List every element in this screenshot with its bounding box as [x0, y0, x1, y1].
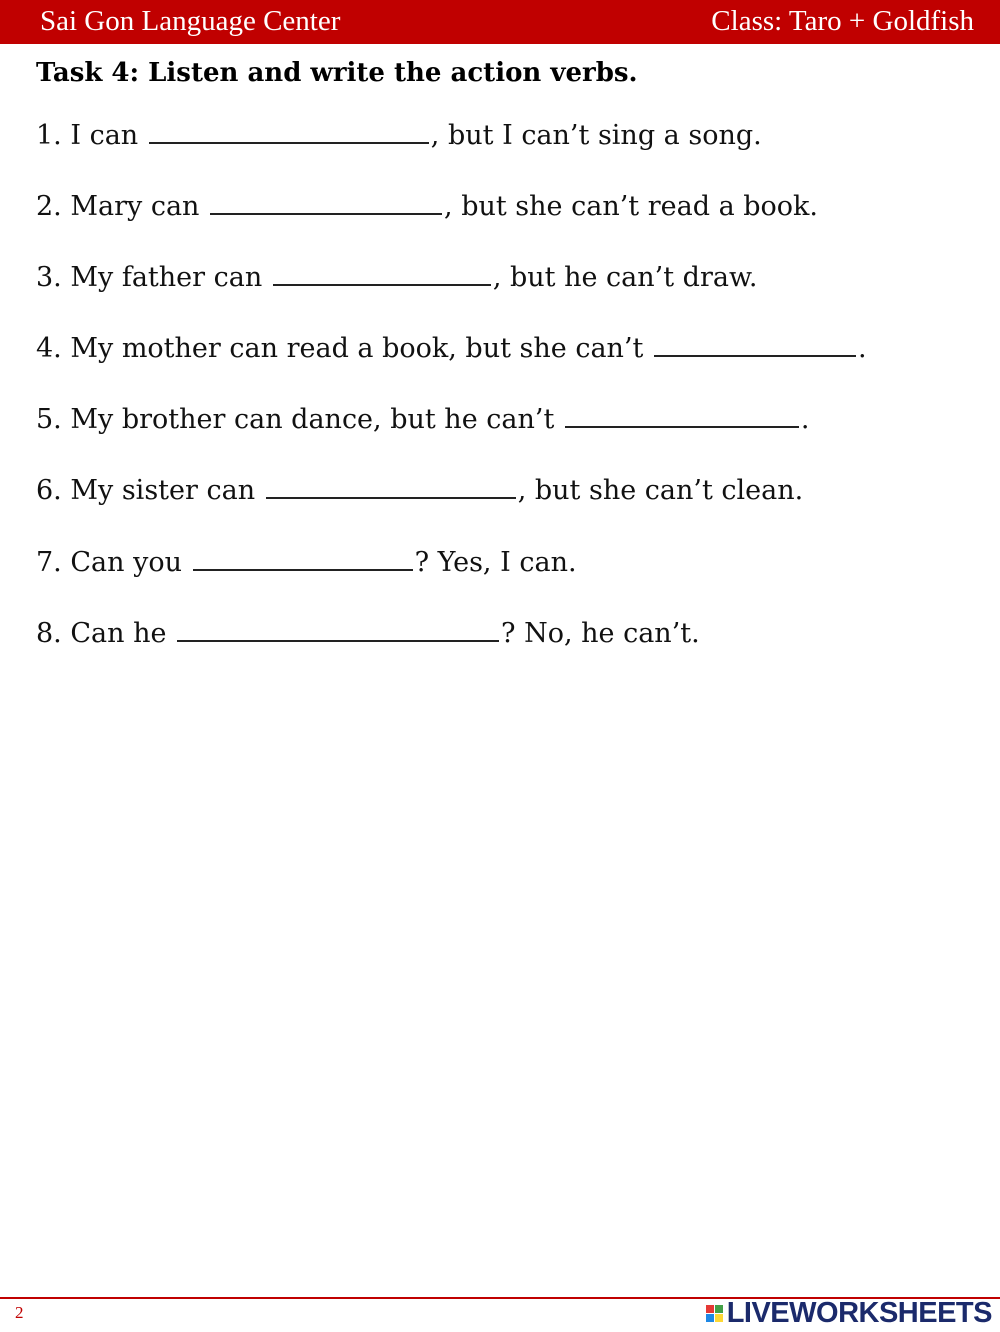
question-7: [36, 547, 577, 578]
logo-text: LIVEWORKSHEETS: [726, 1296, 992, 1329]
question-6: [36, 475, 803, 506]
task-title: Task 4: Listen and write the action verbs.: [36, 58, 638, 88]
answer-blank-3[interactable]: [273, 262, 491, 286]
class-name: Class: Taro + Goldfish: [711, 5, 974, 37]
question-2-prefix: 2. Mary can: [36, 191, 209, 222]
question-7-prefix: 7. Can you: [36, 547, 191, 578]
answer-blank-7[interactable]: [193, 547, 413, 571]
question-8-suffix: ? No, he can’t.: [501, 618, 700, 649]
answer-blank-1[interactable]: [149, 120, 429, 144]
answer-blank-2[interactable]: [210, 191, 442, 215]
question-7-suffix: ? Yes, I can.: [414, 547, 577, 578]
question-3: [36, 262, 757, 293]
question-4-prefix: 4. My mother can read a book, but she can’t: [36, 333, 652, 364]
question-6-suffix: , but she can’t clean.: [517, 475, 804, 506]
question-1-prefix: 1. I can: [36, 120, 147, 151]
liveworksheets-logo-icon: [706, 1305, 723, 1322]
question-1-suffix: , but I can’t sing a song.: [430, 120, 762, 151]
question-5-prefix: 5. My brother can dance, but he can’t: [36, 404, 563, 435]
question-4: [36, 333, 867, 364]
question-2-suffix: , but she can’t read a book.: [444, 191, 818, 222]
question-6-prefix: 6. My sister can: [36, 475, 264, 506]
question-8: [36, 618, 700, 649]
question-5: [36, 404, 809, 435]
page-header: [0, 0, 1000, 44]
question-8-prefix: 8. Can he: [36, 618, 176, 649]
liveworksheets-logo[interactable]: [706, 1297, 992, 1329]
question-2: [36, 191, 818, 222]
question-3-prefix: 3. My father can: [36, 262, 271, 293]
question-5-suffix: .: [800, 404, 810, 435]
page-number: 2: [15, 1303, 24, 1322]
school-name: Sai Gon Language Center: [40, 5, 341, 37]
answer-blank-8[interactable]: [177, 618, 499, 642]
answer-blank-5[interactable]: [565, 404, 799, 428]
answer-blank-4[interactable]: [654, 333, 856, 357]
answer-blank-6[interactable]: [266, 475, 516, 499]
question-4-suffix: .: [857, 333, 867, 364]
question-1: [36, 120, 762, 151]
question-3-suffix: , but he can’t draw.: [492, 262, 758, 293]
